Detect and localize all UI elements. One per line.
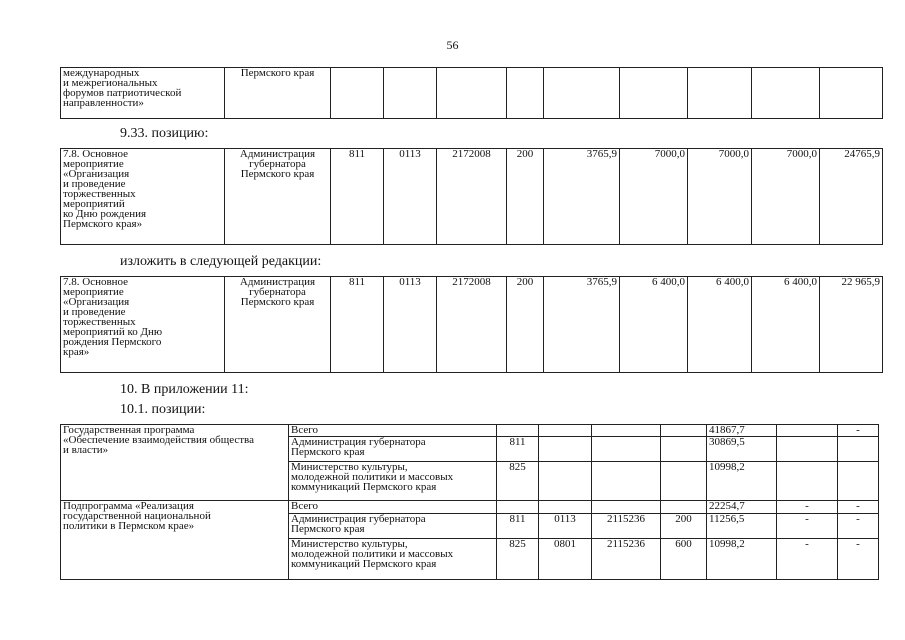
total-cell: 22 965,9 [820, 277, 883, 373]
vr-cell: 200 [661, 513, 707, 538]
executor-cell: Администрация губернатора Пермского края [225, 277, 331, 373]
section-heading-10: 10. В приложении 11: [120, 382, 249, 397]
measure-name-cell: 7.8. Основное мероприятие «Организация и проведение торжественных мероприятий ко Дню рождения Пермского края» [61, 149, 225, 245]
rz-cell: 0113 [384, 149, 437, 245]
grbs-cell: 811 [497, 513, 539, 538]
vr-cell [661, 437, 707, 462]
executor-cell: Пермского края [225, 68, 331, 119]
rz-cell [539, 437, 592, 462]
value-cell [777, 462, 838, 501]
program-name-cell: Государственная программа «Обеспечение взаимодействия общества и власти» [61, 425, 289, 501]
grbs-cell: 825 [497, 462, 539, 501]
value-cell: - [838, 425, 879, 437]
executor-cell: Администрация губернатора Пермского края [225, 149, 331, 245]
executor-cell: Администрация губернатора Пермского края [289, 437, 497, 462]
measure-name-cell: 7.8. Основное мероприятие «Организация и проведение торжественных мероприятий ко Дню рождения Пермского края» [61, 277, 225, 373]
grbs-cell: 811 [497, 437, 539, 462]
value-cell: 6 400,0 [752, 277, 820, 373]
value-cell [777, 425, 838, 437]
csr-cell: 2172008 [437, 277, 507, 373]
value-cell: - [777, 538, 838, 579]
sum-cell: 10998,2 [707, 538, 777, 579]
value-cell [838, 437, 879, 462]
vr-cell [661, 501, 707, 513]
value-cell: 3765,9 [544, 149, 620, 245]
value-cell: - [777, 513, 838, 538]
value-cell: - [777, 501, 838, 513]
value-cell: 7000,0 [688, 149, 752, 245]
grbs-cell [497, 501, 539, 513]
csr-cell [592, 425, 661, 437]
appendix-table [60, 424, 879, 580]
vr-cell: 200 [507, 149, 544, 245]
value-cell: 6 400,0 [620, 277, 688, 373]
rz-cell [539, 501, 592, 513]
vr-cell: 200 [507, 277, 544, 373]
grbs-cell: 825 [497, 538, 539, 579]
csr-cell [592, 437, 661, 462]
value-cell: 6 400,0 [688, 277, 752, 373]
table-row-new [60, 276, 883, 373]
section-heading-10-1: 10.1. позиции: [120, 402, 206, 417]
vr-cell: 600 [661, 538, 707, 579]
total-cell: 24765,9 [820, 149, 883, 245]
page-number: 56 [446, 38, 459, 52]
grbs-cell: 811 [331, 277, 384, 373]
rz-cell [539, 425, 592, 437]
value-cell [838, 462, 879, 501]
csr-cell: 2115236 [592, 513, 661, 538]
grbs-cell: 811 [331, 149, 384, 245]
section-heading-9-33: 9.33. позицию: [120, 126, 209, 141]
value-cell: 7000,0 [752, 149, 820, 245]
sum-cell: 30869,5 [707, 437, 777, 462]
csr-cell [592, 501, 661, 513]
value-cell: 3765,9 [544, 277, 620, 373]
sum-cell: 41867,7 [707, 425, 777, 437]
vr-cell [661, 425, 707, 437]
sum-cell: 10998,2 [707, 462, 777, 501]
csr-cell [592, 462, 661, 501]
value-cell: 7000,0 [620, 149, 688, 245]
executor-cell: Всего [289, 425, 497, 437]
value-cell: - [838, 513, 879, 538]
measure-name-cell: международных и межрегиональных форумов патриотической направленности» [61, 68, 225, 119]
sum-cell: 22254,7 [707, 501, 777, 513]
table-top-fragment [60, 67, 883, 119]
executor-cell: Всего [289, 501, 497, 513]
grbs-cell [497, 425, 539, 437]
rz-cell: 0801 [539, 538, 592, 579]
sum-cell: 11256,5 [707, 513, 777, 538]
value-cell [777, 437, 838, 462]
vr-cell [661, 462, 707, 501]
value-cell: - [838, 501, 879, 513]
rz-cell: 0113 [384, 277, 437, 373]
rz-cell: 0113 [539, 513, 592, 538]
rz-cell [539, 462, 592, 501]
executor-cell: Администрация губернатора Пермского края [289, 513, 497, 538]
section-heading-replace: изложить в следующей редакции: [120, 254, 322, 269]
value-cell: - [838, 538, 879, 579]
csr-cell: 2172008 [437, 149, 507, 245]
table-row-old [60, 148, 883, 245]
csr-cell: 2115236 [592, 538, 661, 579]
executor-cell: Министерство культуры, молодежной политики и массовых коммуникаций Пермского края [289, 462, 497, 501]
executor-cell: Министерство культуры, молодежной политики и массовых коммуникаций Пермского края [289, 538, 497, 579]
subprogram-name-cell: Подпрограмма «Реализация государственной национальной политики в Пермском крае» [61, 501, 289, 580]
